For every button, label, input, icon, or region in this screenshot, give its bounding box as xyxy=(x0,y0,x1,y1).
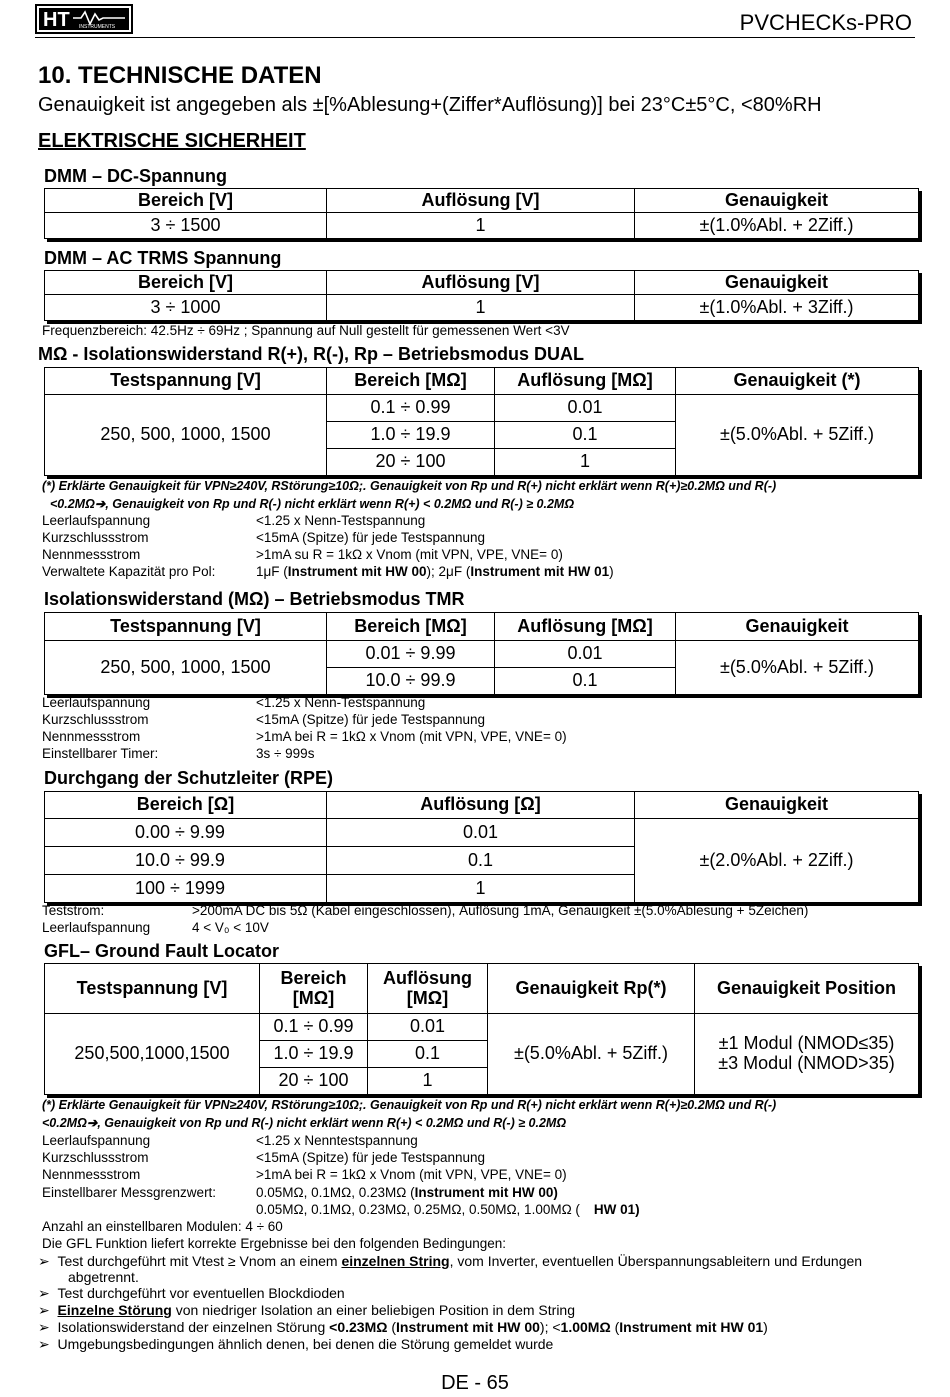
cell-range: 3 ÷ 1000 xyxy=(45,295,327,321)
spec-label: Einstellbarer Messgrenzwert: xyxy=(42,1185,217,1200)
cell-resolution: 1 xyxy=(327,875,635,903)
header-range: Bereich [MΩ] xyxy=(327,368,495,395)
document-title: PVCHECKs-PRO xyxy=(739,10,912,35)
header-accuracy-rp: Genauigkeit Rp(*) xyxy=(488,964,695,1014)
spec-label: Leerlaufspannung xyxy=(42,1133,151,1148)
condition-item: ➢ Umgebungsbedingungen ähnlich denen, bei denen die Störung gemeldet wurde xyxy=(38,1336,554,1352)
spec-value: <1.25 x Nenntestspannung xyxy=(256,1133,418,1148)
header-accuracy: Genauigkeit xyxy=(635,271,919,295)
condition-item: ➢ Test durchgeführt vor eventuellen Blockdioden xyxy=(38,1285,345,1301)
spec-label: Leerlaufspannung xyxy=(42,920,151,935)
spec-value: <15mA (Spitze) für jede Testspannung xyxy=(256,712,486,727)
capacity-value: 1μF (Instrument mit HW 00); 2μF (Instrument mit HW 01) xyxy=(256,564,614,579)
condition-item: ➢ Test durchgeführt mit Vtest ≥ Vnom an einem einzelnen String, vom Inverter, eventuellen Überspannungsableitern und Erdungen xyxy=(38,1253,863,1269)
cell-accuracy: ±(5.0%Abl. + 5Ziff.) xyxy=(676,641,919,695)
cell-range: 0.01 ÷ 9.99 xyxy=(327,641,495,668)
cell-accuracy: ±(2.0%Abl. + 2Ziff.) xyxy=(635,819,919,903)
iso-tmr-table xyxy=(44,612,919,695)
condition-item: ➢ Einzelne Störung von niedriger Isolation an einer beliebigen Position in dem String xyxy=(38,1302,575,1318)
cell-range: 10.0 ÷ 99.9 xyxy=(45,847,327,875)
header-test-voltage: Testspannung [V] xyxy=(45,368,327,395)
spec-value: 3s ÷ 999s xyxy=(256,746,315,761)
ac-voltage-table xyxy=(44,270,919,321)
bullet-arrow-icon: ➢ xyxy=(38,1302,50,1318)
spec-label: Nennmessstrom xyxy=(42,729,141,744)
spec-label: Kurzschlussstrom xyxy=(42,1150,149,1165)
iso-dual-table xyxy=(44,367,919,476)
cell-range: 1.0 ÷ 19.9 xyxy=(327,422,495,449)
header-accuracy: Genauigkeit xyxy=(635,792,919,819)
spec-label: Einstellbarer Timer: xyxy=(42,746,159,761)
cell-resolution: 1 xyxy=(327,295,635,321)
spec-label: Kurzschlussstrom xyxy=(42,530,149,545)
cell-accuracy-position: ±1 Modul (NMOD≤35) ±3 Modul (NMOD>35) xyxy=(695,1014,919,1095)
cell-accuracy-rp: ±(5.0%Abl. + 5Ziff.) xyxy=(488,1014,695,1095)
cell-resolution: 0.01 xyxy=(495,641,676,668)
page-number: DE - 65 xyxy=(441,1372,509,1394)
bullet-arrow-icon: ➢ xyxy=(38,1319,50,1335)
header-divider xyxy=(35,37,915,38)
header-test-voltage: Testspannung [V] xyxy=(45,964,260,1014)
cell-resolution: 0.01 xyxy=(495,395,676,422)
bullet-arrow-icon: ➢ xyxy=(38,1285,50,1301)
header-accuracy: Genauigkeit xyxy=(635,189,919,213)
header-range: Bereich [V] xyxy=(45,271,327,295)
cell-range: 100 ÷ 1999 xyxy=(45,875,327,903)
rpe-table xyxy=(44,791,919,903)
cell-accuracy: ±(1.0%Abl. + 3Ziff.) xyxy=(635,295,919,321)
cell-resolution: 1 xyxy=(327,213,635,239)
gfl-title: GFL– Ground Fault Locator xyxy=(44,941,279,961)
conditions-intro: Die GFL Funktion liefert korrekte Ergebnisse bei den folgenden Bedingungen: xyxy=(42,1236,507,1251)
spec-value: 4 < V₀ < 10V xyxy=(192,920,269,935)
header-accuracy-position: Genauigkeit Position xyxy=(695,964,919,1014)
cell-test-voltages: 250, 500, 1000, 1500 xyxy=(45,641,327,695)
limit-values-hw01: 0.05MΩ, 0.1MΩ, 0.23MΩ, 0.25MΩ, 0.50MΩ, 1.00MΩ ( HW 01) xyxy=(256,1202,640,1217)
cell-resolution: 0.1 xyxy=(495,668,676,695)
header-resolution: Auflösung [V] xyxy=(327,271,635,295)
gfl-table xyxy=(44,963,919,1095)
condition-item-cont: abgetrennt. xyxy=(68,1269,139,1285)
limit-values-hw00: 0.05MΩ, 0.1MΩ, 0.23MΩ (Instrument mit HW 00) xyxy=(256,1185,558,1200)
condition-item: ➢ Isolationswiderstand der einzelnen Störung <0.23MΩ (Instrument mit HW 00); <1.00MΩ (Instrument mit HW 01) xyxy=(38,1319,768,1335)
cell-resolution: 0.1 xyxy=(327,847,635,875)
cell-range: 10.0 ÷ 99.9 xyxy=(327,668,495,695)
cell-resolution: 0.1 xyxy=(368,1041,488,1068)
cell-range: 1.0 ÷ 19.9 xyxy=(260,1041,368,1068)
cell-resolution: 0.01 xyxy=(368,1014,488,1041)
spec-label: Leerlaufspannung xyxy=(42,513,151,528)
spec-label: Teststrom: xyxy=(42,903,105,918)
header-range: Bereich [V] xyxy=(45,189,327,213)
cell-range: 20 ÷ 100 xyxy=(260,1068,368,1095)
header-range: Bereich [MΩ] xyxy=(260,964,368,1014)
spec-value: <1.25 x Nenn-Testspannung xyxy=(256,695,426,710)
bullet-arrow-icon: ➢ xyxy=(38,1336,50,1352)
cell-range: 0.1 ÷ 0.99 xyxy=(327,395,495,422)
ac-frequency-note: Frequenzbereich: 42.5Hz ÷ 69Hz ; Spannung auf Null gestellt für gemessenen Wert <3V xyxy=(42,323,570,338)
header-resolution: Auflösung [MΩ] xyxy=(495,368,676,395)
svg-text:HT: HT xyxy=(43,9,70,31)
iso-tmr-title: Isolationswiderstand (MΩ) – Betriebsmodus TMR xyxy=(44,589,465,609)
dc-voltage-table xyxy=(44,188,919,239)
spec-value: >1mA bei R = 1kΩ x Vnom (mit VPN, VPE, VNE= 0) xyxy=(256,729,567,744)
cell-resolution: 1 xyxy=(368,1068,488,1095)
header-resolution: Auflösung [MΩ] xyxy=(495,613,676,641)
spec-value: <15mA (Spitze) für jede Testspannung xyxy=(256,530,486,545)
cell-range: 0.1 ÷ 0.99 xyxy=(260,1014,368,1041)
spec-value: <1.25 x Nenn-Testspannung xyxy=(256,513,426,528)
spec-value: >1mA su R = 1kΩ x Vnom (mit VPN, VPE, VNE= 0) xyxy=(256,547,563,562)
ac-voltage-title: DMM – AC TRMS Spannung xyxy=(44,248,282,268)
iso-dual-title: MΩ - Isolationswiderstand R(+), R(-), Rp – Betriebsmodus DUAL xyxy=(38,344,584,364)
header-test-voltage: Testspannung [V] xyxy=(45,613,327,641)
gfl-footnote-2: <0.2MΩ➔, Genauigkeit von Rp und R(-) nicht erklärt wenn R(+) < 0.2MΩ und R(-) ≥ 0.2MΩ xyxy=(42,1116,567,1130)
gfl-footnote-1: (*) Erklärte Genauigkeit für VPN≥240V, RStörung≥10Ω;. Genauigkeit von Rp und R(+) nicht erklärt wenn R(+)≥0.2MΩ und R(-) xyxy=(42,1098,777,1112)
cell-accuracy: ±(5.0%Abl. + 5Ziff.) xyxy=(676,395,919,476)
header-resolution: Auflösung [Ω] xyxy=(327,792,635,819)
spec-label: Kurzschlussstrom xyxy=(42,712,149,727)
spec-label: Nennmessstrom xyxy=(42,1167,141,1182)
spec-label: Nennmessstrom xyxy=(42,547,141,562)
header-range: Bereich [Ω] xyxy=(45,792,327,819)
safety-heading: ELEKTRISCHE SICHERHEIT xyxy=(38,130,306,152)
cell-test-voltages: 250, 500, 1000, 1500 xyxy=(45,395,327,476)
section-title: 10. TECHNISCHE DATEN xyxy=(38,62,322,89)
rpe-title: Durchgang der Schutzleiter (RPE) xyxy=(44,768,334,788)
cell-resolution: 0.01 xyxy=(327,819,635,847)
accuracy-note: Genauigkeit ist angegeben als ±[%Ablesung+(Ziffer*Auflösung)] bei 23°C±5°C, <80%RH xyxy=(38,94,822,116)
cell-range: 20 ÷ 100 xyxy=(327,449,495,476)
cell-test-voltages: 250,500,1000,1500 xyxy=(45,1014,260,1095)
cell-range: 0.00 ÷ 9.99 xyxy=(45,819,327,847)
header-resolution: Auflösung [V] xyxy=(327,189,635,213)
cell-resolution: 0.1 xyxy=(495,422,676,449)
spec-value: >1mA bei R = 1kΩ x Vnom (mit VPN, VPE, VNE= 0) xyxy=(256,1167,567,1182)
header-accuracy: Genauigkeit xyxy=(676,613,919,641)
header-range: Bereich [MΩ] xyxy=(327,613,495,641)
cell-accuracy: ±(1.0%Abl. + 2Ziff.) xyxy=(635,213,919,239)
spec-value: >200mA DC bis 5Ω (Kabel eingeschlossen), Auflösung 1mA, Genauigkeit ±(5.0%Ablesung + 5Zeichen) xyxy=(192,903,809,918)
spec-label: Verwaltete Kapazität pro Pol: xyxy=(42,564,216,579)
spec-value: <15mA (Spitze) für jede Testspannung xyxy=(256,1150,486,1165)
cell-resolution: 1 xyxy=(495,449,676,476)
header-resolution: Auflösung [MΩ] xyxy=(368,964,488,1014)
bullet-arrow-icon: ➢ xyxy=(38,1253,50,1269)
iso-dual-footnote-1: (*) Erklärte Genauigkeit für VPN≥240V, RStörung≥10Ω;. Genauigkeit von Rp und R(+) nicht erklärt wenn R(+)≥0.2MΩ und R(-) xyxy=(42,479,777,493)
modules-count: Anzahl an einstellbaren Modulen: 4 ÷ 60 xyxy=(42,1219,283,1234)
dc-voltage-title: DMM – DC-Spannung xyxy=(44,166,227,186)
header-accuracy: Genauigkeit (*) xyxy=(676,368,919,395)
spec-label: Leerlaufspannung xyxy=(42,695,151,710)
ht-logo xyxy=(35,4,133,34)
svg-text:INSTRUMENTS: INSTRUMENTS xyxy=(79,24,116,30)
iso-dual-footnote-2: <0.2MΩ➔, Genauigkeit von Rp und R(-) nicht erklärt wenn R(+) < 0.2MΩ und R(-) ≥ 0.2MΩ xyxy=(50,497,575,511)
cell-range: 3 ÷ 1500 xyxy=(45,213,327,239)
